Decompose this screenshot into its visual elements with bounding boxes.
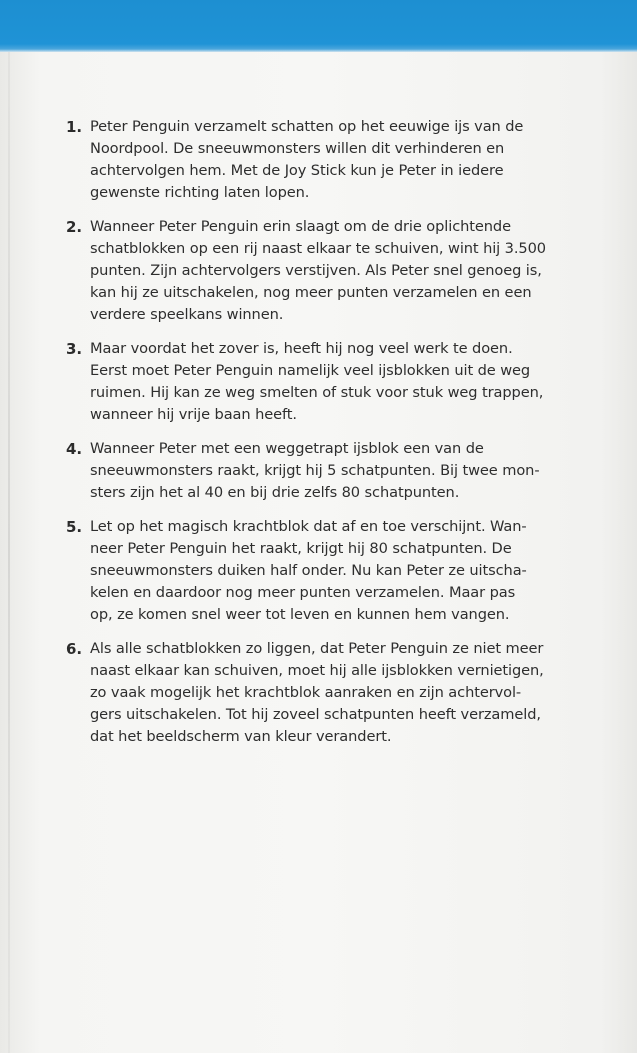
item-text [90, 116, 602, 204]
instruction-item-1 [66, 116, 602, 204]
text-line: gewenste richting laten lopen. [90, 184, 310, 201]
text-line: gers uitschakelen. Tot hij zoveel schatpunten heeft verzameld, [90, 706, 541, 723]
text-line: Wanneer Peter Penguin erin slaagt om de drie oplichtende [90, 218, 511, 235]
top-color-band [0, 0, 637, 52]
instruction-item-2 [66, 216, 602, 326]
text-line: ruimen. Hij kan ze weg smelten of stuk voor stuk weg trappen, [90, 384, 544, 401]
text-line: Eerst moet Peter Penguin namelijk veel ijsblokken uit de weg [90, 362, 531, 379]
item-text [90, 216, 602, 326]
text-line: schatblokken op een rij naast elkaar te schuiven, wint hij 3.500 [90, 240, 546, 257]
item-number: 4. [66, 440, 83, 458]
text-line: Peter Penguin verzamelt schatten op het eeuwige ijs van de [90, 118, 524, 135]
text-line: achtervolgen hem. Met de Joy Stick kun je Peter in iedere [90, 162, 504, 179]
text-line: sneeuwmonsters raakt, krijgt hij 5 schatpunten. Bij twee mon- [90, 462, 540, 479]
text-line: naast elkaar kan schuiven, moet hij alle ijsblokken vernietigen, [90, 662, 544, 679]
item-text [90, 638, 602, 748]
item-text [90, 338, 602, 426]
instruction-item-6 [66, 638, 602, 748]
text-line: sneeuwmonsters duiken half onder. Nu kan Peter ze uitscha- [90, 562, 527, 579]
instructions-list [66, 116, 602, 760]
text-line: kan hij ze uitschakelen, nog meer punten verzamelen en een [90, 284, 532, 301]
text-line: sters zijn het al 40 en bij drie zelfs 80 schatpunten. [90, 484, 460, 501]
text-line: neer Peter Penguin het raakt, krijgt hij 80 schatpunten. De [90, 540, 512, 557]
item-number: 6. [66, 640, 83, 658]
page-fold-shadow [8, 52, 10, 1053]
item-number: 3. [66, 340, 83, 358]
text-line: Als alle schatblokken zo liggen, dat Peter Penguin ze niet meer [90, 640, 544, 657]
instruction-item-4 [66, 438, 602, 504]
text-line: zo vaak mogelijk het krachtblok aanraken en zijn achtervol- [90, 684, 522, 701]
item-text [90, 516, 602, 626]
instruction-item-3 [66, 338, 602, 426]
text-line: op, ze komen snel weer tot leven en kunnen hem vangen. [90, 606, 510, 623]
instruction-item-5 [66, 516, 602, 626]
text-line: verdere speelkans winnen. [90, 306, 284, 323]
text-line: punten. Zijn achtervolgers verstijven. Als Peter snel genoeg is, [90, 262, 542, 279]
item-number: 5. [66, 518, 83, 536]
text-line: Let op het magisch krachtblok dat af en toe verschijnt. Wan- [90, 518, 527, 535]
text-line: wanneer hij vrije baan heeft. [90, 406, 297, 423]
item-number: 1. [66, 118, 83, 136]
item-text [90, 438, 602, 504]
item-number: 2. [66, 218, 83, 236]
text-line: dat het beeldscherm van kleur verandert. [90, 728, 392, 745]
text-line: Wanneer Peter met een weggetrapt ijsblok een van de [90, 440, 484, 457]
text-line: Noordpool. De sneeuwmonsters willen dit verhinderen en [90, 140, 505, 157]
text-line: kelen en daardoor nog meer punten verzamelen. Maar pas [90, 584, 516, 601]
text-line: Maar voordat het zover is, heeft hij nog veel werk te doen. [90, 340, 513, 357]
